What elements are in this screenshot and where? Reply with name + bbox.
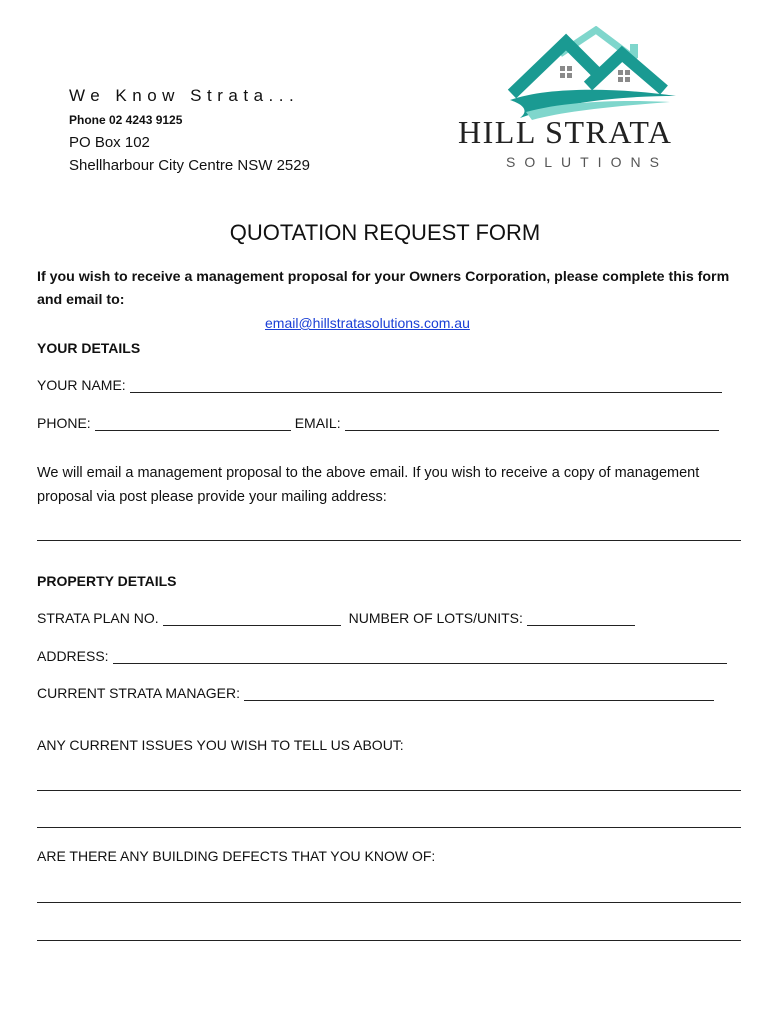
suburb-address: Shellharbour City Centre NSW 2529 — [69, 157, 310, 174]
tagline: We Know Strata... — [69, 86, 300, 105]
issues-field-2[interactable] — [37, 827, 741, 828]
strata-lots-row — [37, 610, 639, 626]
manager-field[interactable] — [244, 686, 714, 701]
manager-row — [37, 685, 718, 701]
address-field[interactable] — [113, 649, 727, 664]
your-name-label: YOUR NAME: — [37, 377, 126, 393]
lots-label: NUMBER OF LOTS/UNITS: — [348, 610, 523, 626]
mailing-address-field[interactable] — [37, 540, 741, 541]
strata-plan-label: STRATA PLAN NO. — [37, 610, 159, 626]
logo-name: HILL STRATA — [458, 114, 673, 150]
issues-field-1[interactable] — [37, 790, 741, 791]
strata-plan-field[interactable] — [163, 611, 341, 626]
logo-subtitle: SOLUTIONS — [506, 154, 668, 170]
house-roof-logo-icon — [450, 26, 740, 121]
mailing-instructions: We will email a management proposal to the above email. If you wish to receive a copy of management proposal via post please provide your mailing address: — [37, 465, 700, 505]
phone-number: Phone 02 4243 9125 — [69, 113, 183, 127]
property-details-heading: PROPERTY DETAILS — [37, 573, 177, 589]
your-details-heading: YOUR DETAILS — [37, 340, 141, 356]
your-name-row — [37, 377, 726, 393]
manager-label: CURRENT STRATA MANAGER: — [37, 685, 241, 701]
hill-strata-logo — [450, 26, 740, 176]
lots-field[interactable] — [527, 611, 635, 626]
defects-label: ARE THERE ANY BUILDING DEFECTS THAT YOU KNOW OF: — [37, 848, 436, 864]
po-box: PO Box 102 — [69, 134, 150, 151]
phone-field[interactable] — [95, 416, 291, 431]
email-label: EMAIL: — [294, 415, 341, 431]
email-link[interactable]: email@hillstratasolutions.com.au — [265, 315, 470, 331]
defects-field-2[interactable] — [37, 940, 741, 941]
phone-email-row — [37, 415, 723, 431]
phone-label: PHONE: — [37, 415, 91, 431]
form-intro: If you wish to receive a management proposal for your Owners Corporation, please complete this form and email to: — [37, 269, 730, 308]
issues-label: ANY CURRENT ISSUES YOU WISH TO TELL US ABOUT: — [37, 737, 404, 753]
email-field[interactable] — [345, 416, 719, 431]
defects-field-1[interactable] — [37, 902, 741, 903]
your-name-field[interactable] — [130, 378, 722, 393]
address-row — [37, 648, 731, 664]
form-title: QUOTATION REQUEST FORM — [229, 220, 541, 245]
address-label: ADDRESS: — [37, 648, 109, 664]
